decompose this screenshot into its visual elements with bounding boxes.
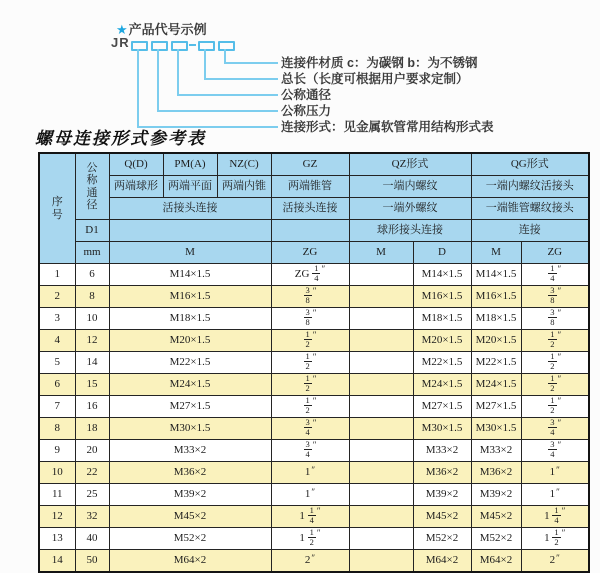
table-row — [39, 330, 589, 352]
connector-line — [157, 110, 278, 112]
code-box — [131, 41, 148, 51]
cell-qg-m: M20×1.5 — [471, 330, 521, 352]
table-row — [39, 506, 589, 528]
cell-qz-m — [349, 484, 413, 506]
connector-line — [137, 49, 139, 128]
cell-m-thread: M16×1.5 — [109, 286, 271, 308]
cell-zg-thread: 1 $\frac{1}{4}$ ″ — [271, 506, 349, 528]
cell-seq: 3 — [39, 308, 75, 330]
cell-qz-d: M30×1.5 — [413, 418, 471, 440]
cell-qg-zg: $\frac{3}{8}$ ″ — [521, 286, 589, 308]
header-qz-desc1: 一端内螺纹 — [349, 176, 471, 198]
cell-zg-thread: $\frac{1}{2}$ ″ — [271, 352, 349, 374]
header-unit-qg-m: M — [471, 242, 521, 264]
header-nz-desc: 两端内锥 — [217, 176, 271, 198]
cell-qz-m — [349, 286, 413, 308]
header-gz-desc: 两端锥管 — [271, 176, 349, 198]
cell-seq: 11 — [39, 484, 75, 506]
cell-qg-m: M14×1.5 — [471, 264, 521, 286]
cell-qz-m — [349, 550, 413, 573]
cell-qz-m — [349, 352, 413, 374]
header-qg-desc1: 一端内螺纹活接头 — [471, 176, 589, 198]
header-col-qz: QZ形式 — [349, 153, 471, 176]
cell-m-thread: M18×1.5 — [109, 308, 271, 330]
table-row — [39, 484, 589, 506]
code-dash — [189, 44, 196, 46]
cell-seq: 2 — [39, 286, 75, 308]
cell-qz-m — [349, 528, 413, 550]
cell-qz-d: M18×1.5 — [413, 308, 471, 330]
cell-qz-m — [349, 374, 413, 396]
cell-dn-mm: 15 — [75, 374, 109, 396]
code-label-nominal-dia: 公称通径 — [281, 88, 332, 102]
connector-line — [177, 94, 278, 96]
section-title: 螺母连接形式参考表 — [35, 129, 206, 148]
cell-qz-d: M27×1.5 — [413, 396, 471, 418]
connector-line — [157, 49, 159, 112]
cell-qg-zg: $\frac{1}{2}$ ″ — [521, 374, 589, 396]
cell-zg-thread: $\frac{1}{2}$ ″ — [271, 330, 349, 352]
header-unit-m: M — [109, 242, 271, 264]
table-row — [39, 352, 589, 374]
header-qg-conn: 连接 — [471, 220, 589, 242]
table-row — [39, 286, 589, 308]
cell-m-thread: M27×1.5 — [109, 396, 271, 418]
header-dn: 公 称 通 径 — [75, 153, 109, 220]
header-unit-qz-d: D — [413, 242, 471, 264]
diagram-title-text: 产品代号示例 — [128, 22, 207, 37]
cell-qg-zg: 1 $\frac{1}{2}$ ″ — [521, 528, 589, 550]
cell-qg-zg: $\frac{1}{4}$ ″ — [521, 264, 589, 286]
cell-qz-m — [349, 440, 413, 462]
cell-dn-mm: 6 — [75, 264, 109, 286]
table-row — [39, 550, 589, 573]
cell-m-thread: M36×2 — [109, 462, 271, 484]
table-row — [39, 418, 589, 440]
cell-dn-mm: 25 — [75, 484, 109, 506]
cell-zg-thread: $\frac{3}{4}$ ″ — [271, 440, 349, 462]
cell-m-thread: M14×1.5 — [109, 264, 271, 286]
header-qd-desc: 两端球形 — [109, 176, 163, 198]
cell-qz-m — [349, 264, 413, 286]
cell-qg-m: M39×2 — [471, 484, 521, 506]
cell-zg-thread: $\frac{3}{4}$ ″ — [271, 418, 349, 440]
cell-seq: 6 — [39, 374, 75, 396]
connector-line — [224, 62, 278, 64]
cell-zg-thread: 2″ — [271, 550, 349, 573]
cell-qg-zg: $\frac{3}{4}$ ″ — [521, 440, 589, 462]
header-unit-qg-zg: ZG — [521, 242, 589, 264]
cell-qg-m: M45×2 — [471, 506, 521, 528]
cell-qg-m: M52×2 — [471, 528, 521, 550]
cell-qz-d: M33×2 — [413, 440, 471, 462]
connector-line — [204, 78, 278, 80]
cell-m-thread: M22×1.5 — [109, 352, 271, 374]
cell-qz-m — [349, 308, 413, 330]
cell-qg-m: M30×1.5 — [471, 418, 521, 440]
cell-qg-zg: $\frac{3}{8}$ ″ — [521, 308, 589, 330]
header-unit-mm: mm — [75, 242, 109, 264]
cell-qz-d: M14×1.5 — [413, 264, 471, 286]
cell-qg-m: M24×1.5 — [471, 374, 521, 396]
cell-qg-zg: 1 $\frac{1}{4}$ ″ — [521, 506, 589, 528]
code-label-material: 连接件材质 c：为碳钢 b：为不锈钢 — [281, 56, 478, 70]
table-row — [39, 440, 589, 462]
header-qz-conn: 球形接头连接 — [349, 220, 471, 242]
cell-dn-mm: 40 — [75, 528, 109, 550]
connector-line — [177, 49, 179, 96]
table-row — [39, 308, 589, 330]
code-box — [151, 41, 168, 51]
header-union-conn: 活接头连接 — [109, 198, 271, 220]
cell-seq: 9 — [39, 440, 75, 462]
cell-zg-thread: 1 $\frac{1}{2}$ ″ — [271, 528, 349, 550]
header-gz-conn: 活接头连接 — [271, 198, 349, 220]
cell-zg-thread: $\frac{3}{8}$ ″ — [271, 286, 349, 308]
cell-dn-mm: 12 — [75, 330, 109, 352]
cell-m-thread: M52×2 — [109, 528, 271, 550]
cell-qz-d: M45×2 — [413, 506, 471, 528]
cell-m-thread: M20×1.5 — [109, 330, 271, 352]
cell-dn-mm: 20 — [75, 440, 109, 462]
header-col-qd: Q(D) — [109, 153, 163, 176]
cell-qg-m: M33×2 — [471, 440, 521, 462]
code-label-nominal-press: 公称压力 — [281, 104, 332, 118]
cell-qz-m — [349, 418, 413, 440]
cell-qz-d: M39×2 — [413, 484, 471, 506]
cell-qg-zg: 1″ — [521, 462, 589, 484]
cell-m-thread: M45×2 — [109, 506, 271, 528]
cell-qz-d: M24×1.5 — [413, 374, 471, 396]
table-row — [39, 264, 589, 286]
cell-qg-zg: 2″ — [521, 550, 589, 573]
cell-qg-m: M27×1.5 — [471, 396, 521, 418]
cell-m-thread: M30×1.5 — [109, 418, 271, 440]
star-icon: ★ — [116, 22, 128, 37]
header-unit-zg: ZG — [271, 242, 349, 264]
table-row — [39, 462, 589, 484]
cell-qz-d: M16×1.5 — [413, 286, 471, 308]
cell-zg-thread: $\frac{1}{2}$ ″ — [271, 374, 349, 396]
cell-dn-mm: 22 — [75, 462, 109, 484]
cell-dn-mm: 18 — [75, 418, 109, 440]
cell-qz-d: M36×2 — [413, 462, 471, 484]
cell-qz-m — [349, 506, 413, 528]
cell-qg-m: M36×2 — [471, 462, 521, 484]
code-box — [218, 41, 235, 51]
cell-qz-m — [349, 330, 413, 352]
cell-qz-m — [349, 396, 413, 418]
table-body — [39, 264, 589, 573]
header-unit-qz-m: M — [349, 242, 413, 264]
cell-seq: 10 — [39, 462, 75, 484]
cell-zg-thread: ZG $\frac{1}{4}$ ″ — [271, 264, 349, 286]
cell-qz-m — [349, 462, 413, 484]
cell-qg-zg: 1″ — [521, 484, 589, 506]
cell-m-thread: M33×2 — [109, 440, 271, 462]
cell-seq: 5 — [39, 352, 75, 374]
cell-qz-d: M64×2 — [413, 550, 471, 573]
header-pm-desc: 两端平面 — [163, 176, 217, 198]
cell-zg-thread: $\frac{3}{8}$ ″ — [271, 308, 349, 330]
code-label-total-length: 总长（长度可根据用户要求定制） — [281, 72, 469, 86]
header-d1: D1 — [75, 220, 109, 242]
header-col-qg: QG形式 — [471, 153, 589, 176]
cell-dn-mm: 50 — [75, 550, 109, 573]
cell-dn-mm: 16 — [75, 396, 109, 418]
cell-m-thread: M39×2 — [109, 484, 271, 506]
cell-dn-mm: 32 — [75, 506, 109, 528]
header-empty-cell — [109, 220, 271, 242]
cell-dn-mm: 8 — [75, 286, 109, 308]
cell-zg-thread: 1″ — [271, 462, 349, 484]
cell-qg-m: M22×1.5 — [471, 352, 521, 374]
cell-qg-m: M16×1.5 — [471, 286, 521, 308]
code-prefix: JR — [111, 35, 130, 50]
table-row — [39, 396, 589, 418]
cell-qg-zg: $\frac{1}{2}$ ″ — [521, 330, 589, 352]
connector-line — [204, 49, 206, 80]
header-qg-desc2: 一端锥管螺纹接头 — [471, 198, 589, 220]
table-row — [39, 528, 589, 550]
header-qz-desc2: 一端外螺纹 — [349, 198, 471, 220]
cell-seq: 1 — [39, 264, 75, 286]
header-seq: 序 号 — [39, 153, 75, 264]
table-row — [39, 374, 589, 396]
header-empty-cell — [271, 220, 349, 242]
cell-qz-d: M22×1.5 — [413, 352, 471, 374]
cell-zg-thread: 1″ — [271, 484, 349, 506]
cell-zg-thread: $\frac{1}{2}$ ″ — [271, 396, 349, 418]
cell-m-thread: M24×1.5 — [109, 374, 271, 396]
header-col-nz: NZ(C) — [217, 153, 271, 176]
cell-m-thread: M64×2 — [109, 550, 271, 573]
cell-qg-m: M64×2 — [471, 550, 521, 573]
code-box — [171, 41, 188, 51]
cell-seq: 8 — [39, 418, 75, 440]
cell-qz-d: M52×2 — [413, 528, 471, 550]
header-col-pm: PM(A) — [163, 153, 217, 176]
cell-qz-d: M20×1.5 — [413, 330, 471, 352]
cell-qg-zg: $\frac{3}{4}$ ″ — [521, 418, 589, 440]
header-col-gz: GZ — [271, 153, 349, 176]
cell-seq: 4 — [39, 330, 75, 352]
cell-seq: 14 — [39, 550, 75, 573]
cell-qg-zg: $\frac{1}{2}$ ″ — [521, 352, 589, 374]
cell-qg-zg: $\frac{1}{2}$ ″ — [521, 396, 589, 418]
cell-seq: 12 — [39, 506, 75, 528]
code-box — [198, 41, 215, 51]
cell-dn-mm: 10 — [75, 308, 109, 330]
nut-connection-table — [38, 152, 590, 573]
code-label-connection: 连接形式：见金属软管常用结构形式表 — [281, 120, 494, 134]
cell-dn-mm: 14 — [75, 352, 109, 374]
cell-seq: 13 — [39, 528, 75, 550]
cell-seq: 7 — [39, 396, 75, 418]
cell-qg-m: M18×1.5 — [471, 308, 521, 330]
